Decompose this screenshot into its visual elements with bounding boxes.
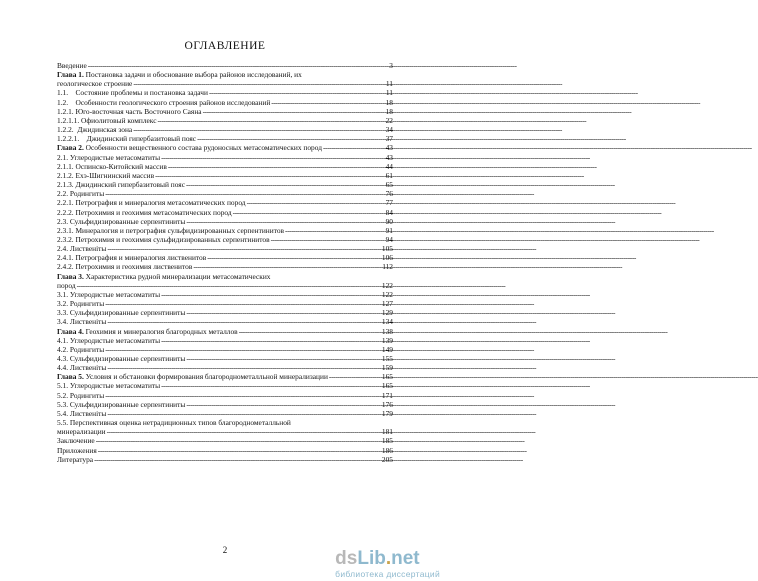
leader-dots — [167, 162, 386, 171]
toc-entry-title — [57, 436, 95, 445]
toc-entry — [57, 208, 393, 217]
leader-dots — [328, 372, 382, 381]
toc-entry-title — [57, 116, 156, 125]
toc-entry-title — [57, 226, 284, 235]
toc-entry-title — [57, 244, 106, 253]
toc-entry-text: 1.1. Состояние проблемы и постановка задачи — [57, 88, 208, 98]
toc-entry-title — [57, 262, 192, 271]
toc-entry-text: 3.3. Сульфидизированные серпентиниты — [57, 308, 186, 318]
chapter-label: Глава 1. — [57, 70, 84, 80]
toc-entry-title — [57, 253, 206, 262]
toc-entry-text: 4.1. Углеродистые метасоматиты — [57, 335, 161, 345]
watermark-net: net — [391, 548, 420, 569]
toc-page-number: 181 — [381, 427, 393, 437]
toc-entry-title — [57, 235, 270, 244]
toc-entry-text: Заключение — [57, 436, 95, 446]
leader-dots — [185, 400, 382, 409]
leader-dots — [106, 409, 382, 418]
toc-entry-text: Условия и обстановки формирования благороднометалльной минерализации — [83, 372, 328, 382]
toc-page-number: 65 — [385, 180, 393, 190]
toc-entry — [57, 317, 393, 326]
leader-dots — [238, 327, 382, 336]
toc-entry — [57, 336, 393, 345]
toc-entry-text: Постановка задачи и обоснование выбора районов исследований, их — [83, 70, 302, 80]
leader-dots — [270, 235, 386, 244]
table-of-contents — [57, 61, 393, 464]
toc-entry-title — [57, 189, 104, 198]
toc-entry — [57, 345, 393, 354]
leader-dots — [206, 253, 382, 262]
chapter-label: Глава 2. — [57, 143, 84, 153]
toc-entry — [57, 180, 393, 189]
toc-entry-title — [57, 409, 106, 418]
toc-page-number: 129 — [381, 308, 393, 318]
leader-dots — [192, 262, 382, 271]
toc-entry-title — [57, 198, 246, 207]
leader-dots — [97, 446, 382, 455]
toc-entry — [57, 244, 393, 253]
toc-entry-text: 4.4. Лиственіты — [57, 363, 107, 373]
toc-page-number: 155 — [381, 354, 393, 363]
toc-entry — [57, 299, 393, 308]
leader-dots — [154, 171, 386, 180]
leader-dots — [284, 226, 386, 235]
chapter-label: Глава 3. — [57, 271, 84, 281]
toc-page-number: 44 — [385, 161, 393, 171]
toc-entry — [57, 381, 393, 390]
page-number: 2 — [222, 545, 228, 555]
toc-page-number: 127 — [381, 299, 393, 309]
toc-page-number: 94 — [385, 234, 393, 244]
leader-dots — [160, 336, 382, 345]
toc-entry-title — [57, 418, 393, 427]
toc-entry — [57, 253, 393, 262]
toc-page-number: 76 — [385, 189, 393, 199]
toc-entry-title — [57, 153, 160, 162]
toc-entry-text: 5.4. Лиственіты — [57, 408, 107, 418]
toc-entry-text: 3.4. Лиственіты — [57, 317, 107, 327]
toc-entry — [57, 61, 393, 70]
toc-page-number: 22 — [385, 115, 393, 125]
toc-entry — [57, 125, 393, 134]
toc-entry-text: Введение — [57, 61, 87, 70]
toc-entry-title — [57, 217, 185, 226]
toc-page-number: 43 — [385, 143, 393, 153]
toc-entry-title — [57, 345, 104, 354]
toc-entry-title — [57, 272, 393, 281]
leader-dots — [160, 290, 382, 299]
toc-page-number: 149 — [381, 344, 393, 354]
toc-entry — [57, 363, 393, 372]
leader-dots — [270, 98, 385, 107]
toc-page-number: 112 — [382, 262, 393, 272]
watermark-logo — [335, 549, 440, 579]
leader-dots — [104, 391, 382, 400]
toc-entry-title-continuation: пород — [57, 280, 76, 290]
toc-entry — [57, 171, 393, 180]
toc-page-number: 165 — [381, 381, 393, 391]
watermark-ds: ds — [335, 548, 358, 569]
toc-page-number: 91 — [385, 225, 393, 235]
toc-entry — [57, 217, 393, 226]
toc-entry — [57, 327, 393, 336]
toc-page-number: 134 — [381, 317, 393, 327]
toc-entry — [57, 88, 393, 97]
leader-dots — [232, 208, 386, 217]
toc-entry-title — [57, 88, 208, 97]
leader-dots — [106, 363, 382, 372]
toc-page-number: 37 — [385, 134, 393, 144]
toc-page-number: 179 — [381, 408, 393, 418]
toc-entry-title — [57, 391, 104, 400]
watermark-lib: Lib — [357, 548, 386, 569]
leader-dots — [208, 88, 386, 97]
toc-entry — [57, 272, 393, 290]
toc-entry-text: 3.2. Родингиты — [57, 299, 105, 309]
toc-entry-title — [57, 171, 154, 180]
toc-entry-text: 2.4.2. Петрохимия и геохимия лиственитов — [57, 262, 193, 272]
toc-entry-text: 4.2. Родингиты — [57, 344, 105, 354]
leader-dots — [185, 308, 382, 317]
toc-entry — [57, 418, 393, 436]
toc-entry — [57, 107, 393, 116]
toc-entry-title — [57, 336, 160, 345]
toc-entry-title — [57, 400, 185, 409]
toc-page-number: 84 — [385, 207, 393, 217]
toc-entry-text: 2.3.2. Петрохимия и геохимия сульфидизированных серпентинитов — [57, 234, 270, 244]
leader-dots — [106, 317, 382, 326]
leader-dots — [322, 143, 386, 152]
toc-entry-title — [57, 299, 104, 308]
toc-page-number: 34 — [385, 125, 393, 135]
toc-entry-title — [57, 162, 167, 171]
toc-entry-text: 5.3. Сульфидизированные серпентиниты — [57, 399, 186, 409]
toc-entry-text: 2.1.2. Ехэ-Шигнинский массив — [57, 170, 155, 180]
toc-page-number: 185 — [381, 436, 393, 446]
toc-entry-title — [57, 327, 238, 336]
toc-entry-title — [57, 134, 196, 143]
toc-page-number: 43 — [385, 152, 393, 162]
toc-entry-title — [57, 70, 393, 79]
toc-entry-text: 2.2.2. Петрохимия и геохимия метасоматических пород — [57, 207, 232, 217]
toc-entry — [57, 70, 393, 88]
toc-entry-title — [57, 455, 93, 464]
toc-entry-title — [57, 372, 328, 381]
toc-entry — [57, 116, 393, 125]
toc-page-number: 186 — [381, 445, 393, 455]
leader-dots — [104, 299, 382, 308]
toc-entry — [57, 446, 393, 455]
toc-page-number: 61 — [385, 170, 393, 180]
toc-entry-text: 2.4.1. Петрография и минералогия лиственитов — [57, 253, 207, 263]
toc-entry-text: Характеристика рудной минерализации метасоматических — [83, 271, 271, 281]
toc-entry-title — [57, 290, 160, 299]
watermark-dot: . — [385, 548, 392, 569]
toc-page-number: 165 — [381, 372, 393, 382]
toc-page-number: 77 — [385, 198, 393, 208]
leader-dots — [196, 134, 386, 143]
toc-entry-text: 3.1. Углеродистые метасоматиты — [57, 289, 161, 299]
leader-dots — [160, 153, 385, 162]
toc-page-number: 90 — [385, 216, 393, 226]
toc-entry — [57, 134, 393, 143]
toc-page-number: 18 — [385, 97, 393, 107]
toc-entry — [57, 409, 393, 418]
toc-entry-title — [57, 381, 160, 390]
toc-entry — [57, 354, 393, 363]
toc-page-number: 159 — [381, 363, 393, 373]
document-title: ОГЛАВЛЕНИЕ — [184, 40, 266, 52]
toc-page-number: 205 — [381, 454, 393, 464]
toc-entry — [57, 198, 393, 207]
toc-entry — [57, 391, 393, 400]
toc-entry-text: 2.1.1. Оспинско-Китойский массив — [57, 161, 167, 171]
toc-entry-text: Приложения — [57, 445, 97, 455]
chapter-label: Глава 4. — [57, 326, 84, 336]
toc-page-number: 11 — [385, 88, 393, 98]
toc-entry-text: 5.2. Родингиты — [57, 390, 105, 400]
leader-dots — [185, 217, 385, 226]
watermark-subtitle: библиотека диссертаций — [335, 569, 440, 579]
toc-entry-title — [57, 363, 106, 372]
toc-page-number: 176 — [381, 399, 393, 409]
toc-entry-text: 2.1.3. Джидинский гипербазитовый пояс — [57, 180, 185, 190]
toc-entry — [57, 455, 393, 464]
toc-entry-text: 1.2. Особенности геологического строения районов исследований — [57, 97, 271, 107]
leader-dots — [93, 455, 382, 464]
toc-page-number: 138 — [381, 326, 393, 336]
toc-entry — [57, 189, 393, 198]
toc-entry — [57, 400, 393, 409]
toc-entry-text: 2.3. Сульфидизированные серпентиниты — [57, 216, 186, 226]
toc-entry-title — [57, 107, 202, 116]
toc-entry — [57, 436, 393, 445]
toc-entry-text: 1.2.2.1. Джидинский гипербазитовый пояс — [57, 134, 197, 144]
toc-entry — [57, 235, 393, 244]
toc-entry-title — [57, 354, 185, 363]
toc-entry-title — [57, 446, 97, 455]
toc-entry — [57, 153, 393, 162]
leader-dots — [185, 354, 382, 363]
toc-entry-title — [57, 125, 132, 134]
toc-entry-title — [57, 98, 270, 107]
toc-page-number: 3 — [389, 61, 393, 70]
toc-entry — [57, 308, 393, 317]
toc-entry-title — [57, 180, 185, 189]
toc-entry — [57, 290, 393, 299]
toc-entry — [57, 372, 393, 381]
leader-dots — [132, 125, 385, 134]
toc-entry — [57, 162, 393, 171]
leader-dots — [87, 61, 390, 70]
leader-dots — [106, 244, 382, 253]
toc-entry — [57, 226, 393, 235]
leader-dots — [76, 281, 382, 290]
toc-entry-title — [57, 208, 232, 217]
toc-entry-text: 2.1. Углеродистые метасоматиты — [57, 152, 161, 162]
toc-entry-text: 1.2.1.1. Офиолитовый комплекс — [57, 115, 157, 125]
toc-entry-text: 2.3.1. Минералогия и петрография сульфидизированных серпентинитов — [57, 225, 285, 235]
toc-entry-title — [57, 143, 322, 152]
toc-entry-title-continuation: минерализации — [57, 427, 106, 437]
toc-page-number: 11 — [385, 79, 393, 89]
toc-entry-text: 5.5. Перспективная оценка нетрадиционных типов благороднометалльной — [57, 418, 291, 428]
chapter-label: Глава 5. — [57, 372, 84, 382]
leader-dots — [95, 436, 382, 445]
leader-dots — [156, 116, 385, 125]
leader-dots — [132, 79, 386, 88]
toc-entry-text: 4.3. Сульфидизированные серпентиниты — [57, 354, 186, 363]
toc-entry-text: Особенности вещественного состава рудоносных метасоматических пород — [83, 143, 322, 153]
toc-entry — [57, 98, 393, 107]
leader-dots — [106, 427, 382, 436]
toc-entry-text: 2.2. Родингиты — [57, 189, 105, 199]
toc-entry — [57, 143, 393, 152]
leader-dots — [246, 198, 386, 207]
toc-entry — [57, 262, 393, 271]
toc-page-number: 18 — [385, 106, 393, 116]
leader-dots — [104, 189, 385, 198]
toc-entry-text: 1.2.1. Юго-восточная часть Восточного Саяна — [57, 106, 202, 116]
toc-page-number: 105 — [381, 244, 393, 254]
leader-dots — [104, 345, 382, 354]
toc-entry-title-continuation: геологическое строение — [57, 79, 133, 89]
toc-entry-text: Литература — [57, 454, 94, 464]
toc-entry-text: 1.2.2. Джидинская зона — [57, 125, 133, 135]
leader-dots — [202, 107, 386, 116]
toc-entry-text: 2.2.1. Петрография и минералогия метасоматических пород — [57, 198, 246, 208]
toc-entry-title — [57, 317, 106, 326]
toc-entry-text: 2.4. Лиственіты — [57, 244, 107, 254]
toc-page-number: 106 — [381, 253, 393, 263]
leader-dots — [185, 180, 386, 189]
toc-page-number: 139 — [381, 335, 393, 345]
toc-page-number: 122 — [381, 289, 393, 299]
toc-page-number: 122 — [381, 280, 393, 290]
toc-entry-text: 5.1. Углеродистые метасоматиты — [57, 381, 161, 391]
toc-entry-text: Геохимия и минералогия благородных металлов — [83, 326, 238, 336]
toc-entry-title — [57, 308, 185, 317]
toc-page-number: 171 — [381, 390, 393, 400]
leader-dots — [160, 381, 382, 390]
toc-entry-title — [57, 61, 87, 70]
